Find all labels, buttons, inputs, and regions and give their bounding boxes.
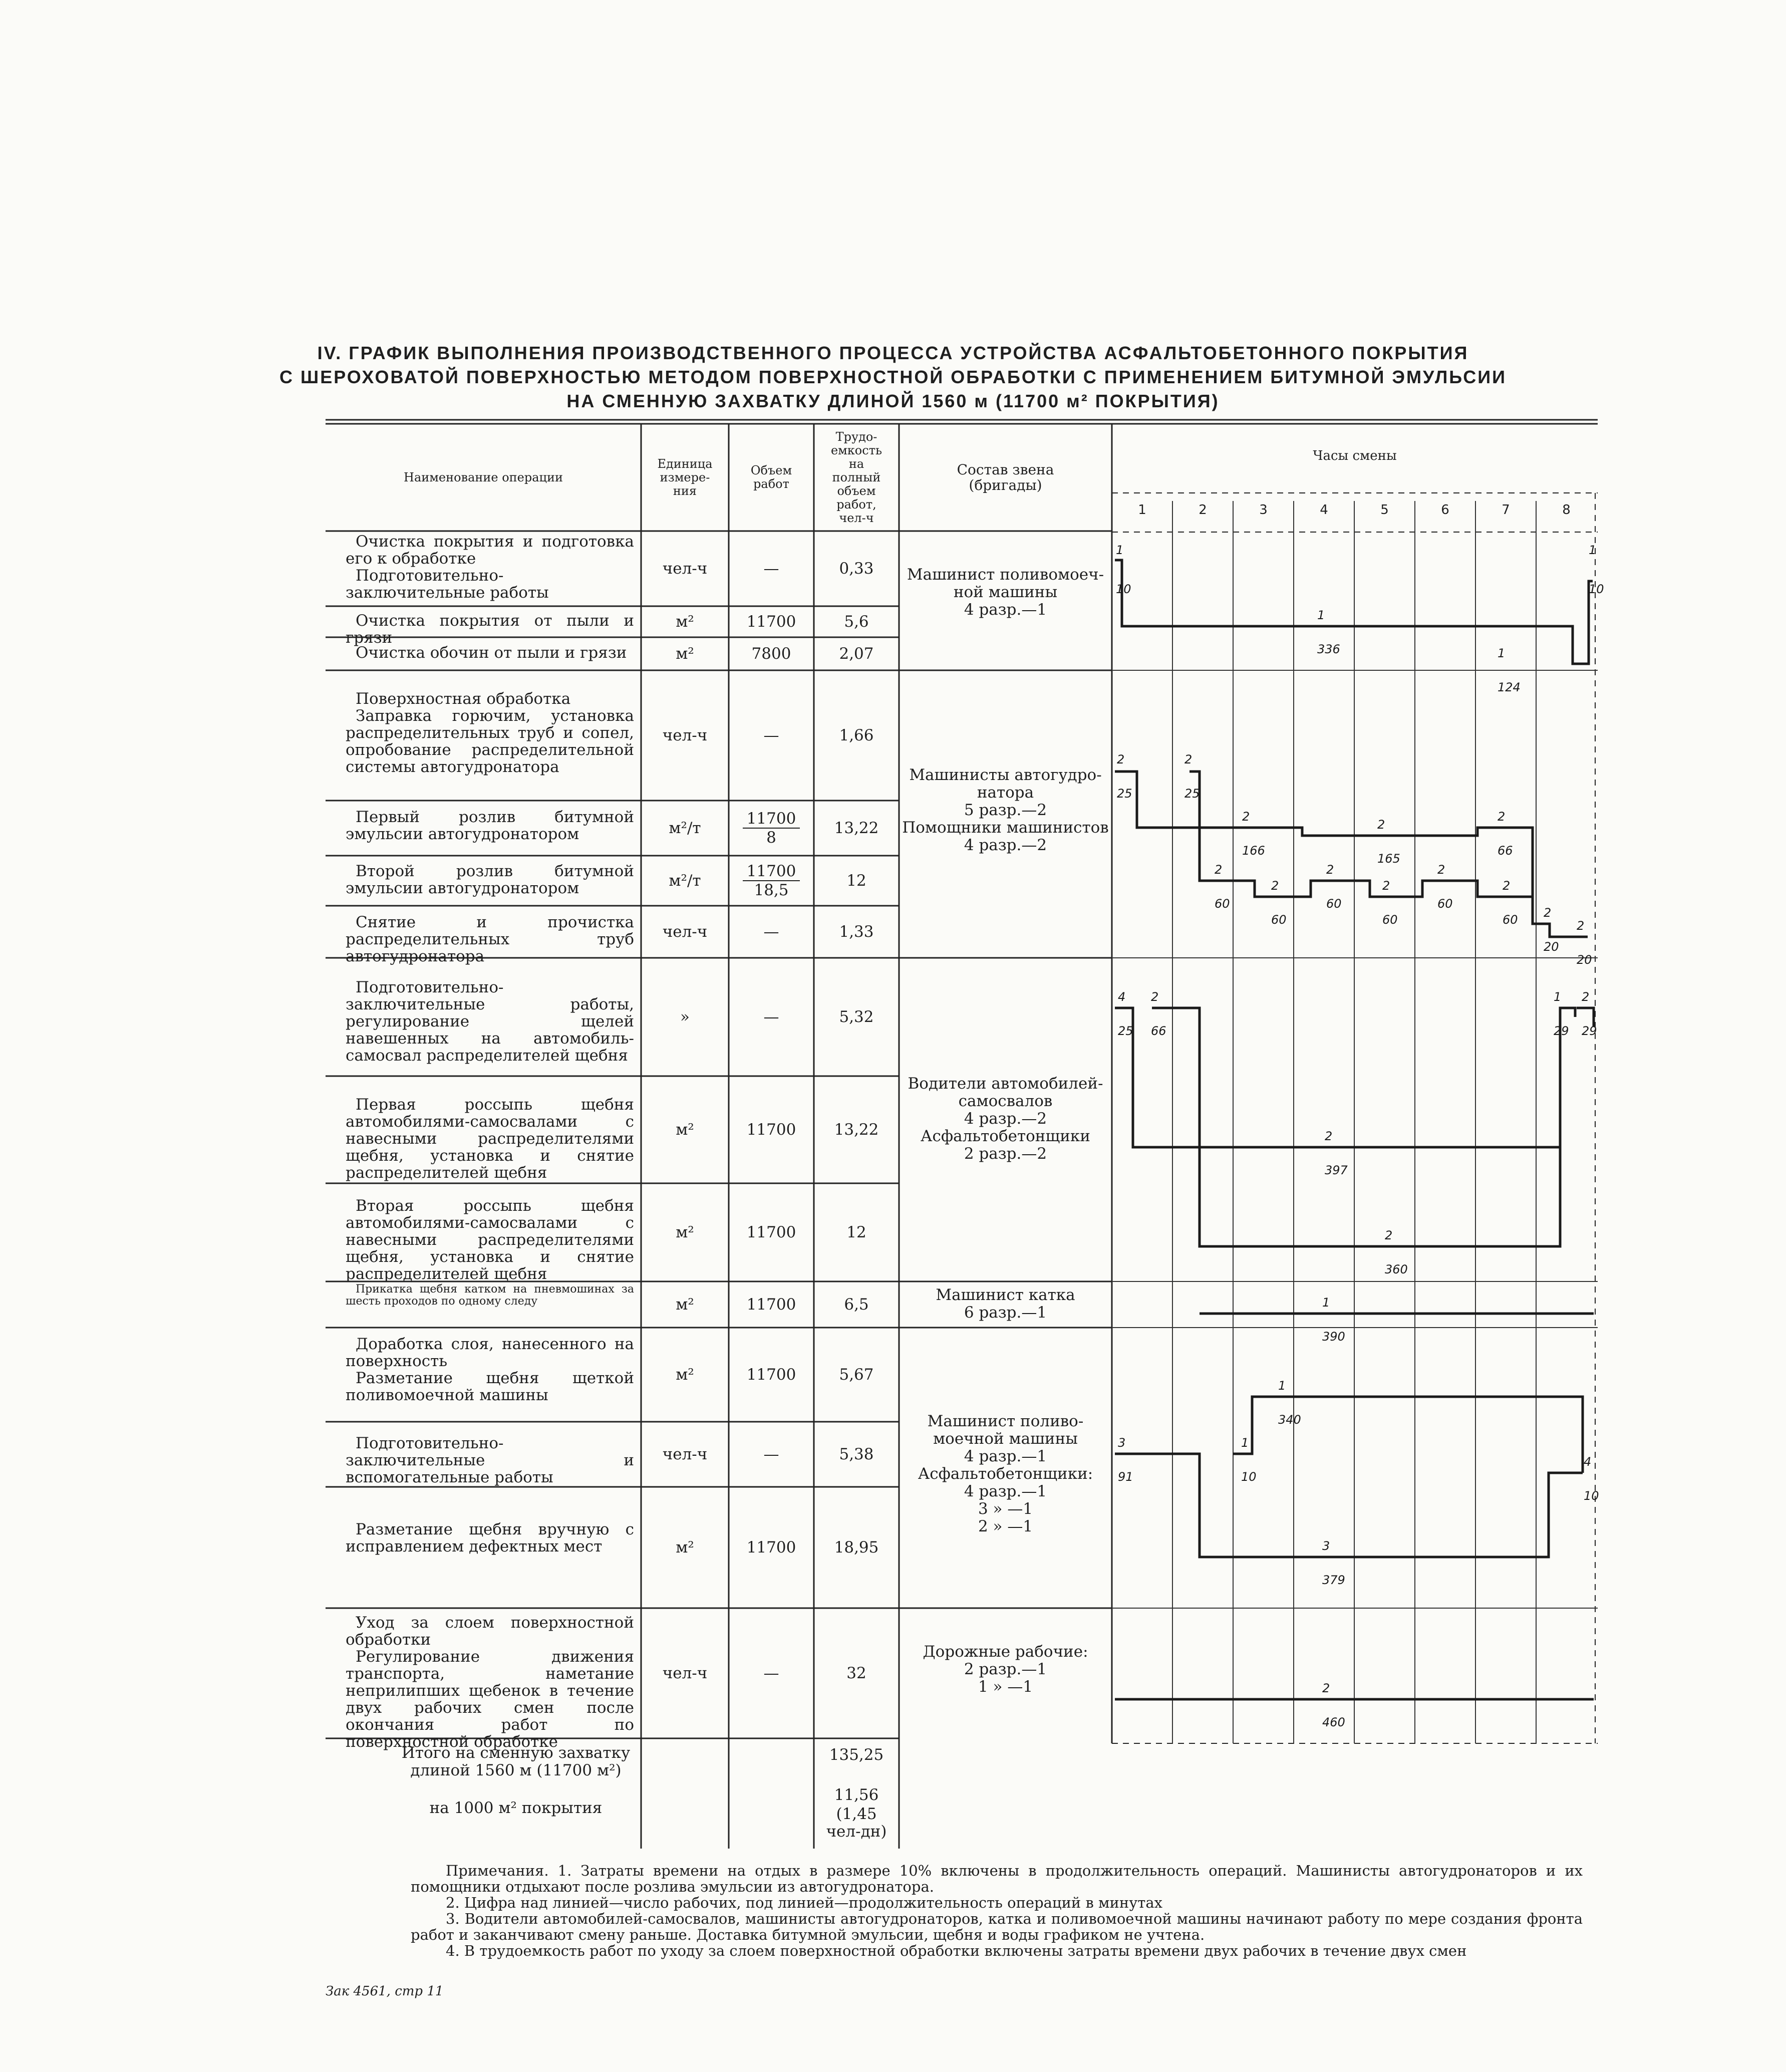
gantt-duration-label: 60 xyxy=(1271,913,1287,927)
labor-row-4: 1,66 xyxy=(839,726,874,744)
gantt-duration-label: 25 xyxy=(1184,787,1200,801)
op-row-6: Второй розлив битумной эмульсии автогудронатором xyxy=(346,862,634,897)
hour-number-4: 4 xyxy=(1320,502,1328,517)
total-label-1: Итого на сменную захватку длиной 1560 м (11700 м²) xyxy=(401,1744,631,1779)
gantt-duration-label: 25 xyxy=(1118,1024,1133,1038)
volume-row-14: 11700 xyxy=(746,1538,796,1557)
header-volume: Объем работ xyxy=(750,463,792,491)
gantt-duration-label: 25 xyxy=(1117,787,1132,801)
gantt-step-line-1 xyxy=(1115,560,1593,664)
header-operation: Наименование операции xyxy=(404,470,563,484)
gantt-duration-label: 29 xyxy=(1582,1024,1597,1038)
gantt-workers-label: 4 xyxy=(1584,1455,1592,1469)
title-line-3: НА СМЕННУЮ ЗАХВАТКУ ДЛИНОЙ 1560 м (11700 м² ПОКРЫТИЯ) xyxy=(566,391,1220,411)
gantt-duration-label: 340 xyxy=(1278,1413,1301,1427)
gantt-duration-label: 10 xyxy=(1589,582,1604,596)
unit-row-12: м² xyxy=(676,1366,694,1384)
gantt-workers-label: 2 xyxy=(1544,906,1552,920)
title-line-1: IV. ГРАФИК ВЫПОЛНЕНИЯ ПРОИЗВОДСТВЕННОГО ПРОЦЕССА УСТРОЙСТВА АСФАЛЬТОБЕТОННОГО ПОКРЫТИЯ xyxy=(317,343,1469,363)
title-line-2: С ШЕРОХОВАТОЙ ПОВЕРХНОСТЬЮ МЕТОДОМ ПОВЕРХНОСТНОЙ ОБРАБОТКИ С ПРИМЕНЕНИЕМ БИТУМНОЙ ЭМУЛЬСИИ xyxy=(279,367,1507,387)
gantt-duration-label: 60 xyxy=(1215,897,1230,911)
volume-row-11: 11700 xyxy=(746,1296,796,1314)
op-row-8: Подготовительно-заключительные работы, регулирование щелей навешенных на автомобиль-самосвал распределителей щебня xyxy=(346,978,634,1065)
hour-number-8: 8 xyxy=(1562,502,1571,517)
op-row-15: Уход за слоем поверхностной обработки Регулирование движения транспорта, наметание неприлипших щебенок в течение двух рабочих смен после окончания работ по поверхностной обработке xyxy=(346,1614,634,1751)
hour-number-6: 6 xyxy=(1441,502,1449,517)
gantt-workers-label: 2 xyxy=(1325,1129,1333,1143)
gantt-workers-label: 1 xyxy=(1317,608,1325,622)
gantt-duration-label: 124 xyxy=(1498,680,1521,694)
volume-row-5: $\frac{11700}{8}$ xyxy=(729,801,814,856)
gantt-step-line-6 xyxy=(1152,1008,1560,1246)
labor-row-14: 18,95 xyxy=(834,1538,879,1557)
hour-number-5: 5 xyxy=(1380,502,1389,517)
op-row-14: Разметание щебня вручную с исправлением дефектных мест xyxy=(346,1520,634,1556)
gantt-workers-label: 1 xyxy=(1278,1379,1286,1393)
gantt-duration-label: 60 xyxy=(1437,897,1453,911)
crew-4: Машинист катка 6 разр.—1 xyxy=(936,1286,1075,1322)
unit-row-11: м² xyxy=(676,1296,694,1314)
gantt-workers-label: 1 xyxy=(1116,543,1124,557)
volume-row-7: — xyxy=(763,923,779,941)
gantt-duration-label: 10 xyxy=(1241,1470,1257,1484)
volume-row-2: 11700 xyxy=(746,613,796,631)
gantt-workers-label: 2 xyxy=(1503,879,1511,893)
gantt-workers-label: 2 xyxy=(1582,990,1590,1004)
gantt-workers-label: 2 xyxy=(1382,879,1390,893)
gantt-duration-label: 390 xyxy=(1322,1330,1345,1344)
volume-row-4: — xyxy=(763,726,779,744)
volume-row-12: 11700 xyxy=(746,1366,796,1384)
labor-row-9: 13,22 xyxy=(834,1121,879,1139)
op-row-3: Очистка обочин от пыли и грязи xyxy=(356,644,627,662)
gantt-workers-label: 2 xyxy=(1271,879,1279,893)
labor-row-6: 12 xyxy=(846,872,866,890)
labor-row-11: 6,5 xyxy=(844,1296,869,1314)
volume-row-9: 11700 xyxy=(746,1121,796,1139)
total-value-1: 135,25 xyxy=(829,1746,884,1764)
gantt-workers-label: 2 xyxy=(1184,752,1193,766)
unit-row-1: чел-ч xyxy=(662,560,708,578)
gantt-workers-label: 1 xyxy=(1241,1436,1249,1450)
gantt-workers-label: 3 xyxy=(1118,1436,1126,1450)
gantt-duration-label: 397 xyxy=(1325,1163,1348,1177)
op-row-2: Очистка покрытия от пыли и грязи xyxy=(346,612,634,647)
gantt-duration-label: 336 xyxy=(1317,642,1340,656)
header-unit: Единица измере-ния xyxy=(657,456,713,498)
gantt-workers-label: 2 xyxy=(1437,863,1445,877)
note-2: 2. Цифра над линией—число рабочих, под линией—продолжительность операций в минутах xyxy=(446,1894,1162,1911)
gantt-workers-label: 2 xyxy=(1385,1228,1393,1242)
note-1: Примечания. 1. Затраты времени на отдых в размере 10% включены в продолжительность операций. Машинисты автогудронаторов и их помощники отдыхают после розлива эмульсии из автогудронатора. xyxy=(411,1862,1583,1895)
gantt-workers-label: 4 xyxy=(1118,990,1126,1004)
volume-row-1: — xyxy=(763,560,779,578)
gantt-workers-label: 1 xyxy=(1498,646,1506,660)
labor-row-1: 0,33 xyxy=(839,560,874,578)
note-3: 3. Водители автомобилей-самосвалов, машинисты автогудронаторов, катка и поливомоечной машины начинают работу по мере создания фронта работ и заканчивают смену раньше. Доставка битумной эмульсии, щебня и воды графиком не учтена. xyxy=(411,1910,1583,1943)
unit-row-8: » xyxy=(680,1008,690,1026)
volume-row-3: 7800 xyxy=(751,645,791,663)
gantt-workers-label: 2 xyxy=(1215,863,1223,877)
gantt-workers-label: 2 xyxy=(1326,863,1334,877)
op-row-4: Поверхностная обработка Заправка горючим, установка распределительных труб и сопел, опробование распределительной системы автогудронатора xyxy=(346,690,634,776)
gantt-workers-label: 2 xyxy=(1377,818,1385,832)
gantt-duration-label: 60 xyxy=(1326,897,1342,911)
op-row-5: Первый розлив битумной эмульсии автогудронатором xyxy=(346,808,634,843)
gantt-duration-label: 66 xyxy=(1151,1024,1166,1038)
labor-row-13: 5,38 xyxy=(839,1445,874,1463)
crew-2: Машинисты автогудро- натора 5 разр.—2 Помощники машинистов 4 разр.—2 xyxy=(902,766,1109,854)
unit-row-7: чел-ч xyxy=(662,923,708,941)
unit-row-2: м² xyxy=(676,613,694,631)
labor-row-5: 13,22 xyxy=(834,819,879,837)
gantt-step-line-5 xyxy=(1115,1008,1575,1147)
volume-row-6: $\frac{11700}{18,5}$ xyxy=(729,856,814,906)
gantt-step-line-9 xyxy=(1115,1454,1583,1557)
labor-row-8: 5,32 xyxy=(839,1008,874,1026)
labor-row-7: 1,33 xyxy=(839,923,874,941)
volume-row-15: — xyxy=(763,1664,779,1682)
volume-row-10: 11700 xyxy=(746,1223,796,1241)
total-label-2: на 1000 м² покрытия xyxy=(429,1799,603,1817)
gantt-workers-label: 2 xyxy=(1242,810,1250,824)
gantt-duration-label: 165 xyxy=(1377,852,1400,866)
crew-5: Машинист поливо- моечной машины 4 разр.—1 Асфальтобетонщики: 4 разр.—1 3 » —1 2 » —1 xyxy=(918,1412,1093,1535)
op-row-7: Снятие и прочистка распределительных труб автогудронатора xyxy=(346,913,634,965)
labor-row-3: 2,07 xyxy=(839,645,874,663)
header-crew: Состав звена (бригады) xyxy=(957,461,1054,493)
notes xyxy=(411,1863,1583,1959)
labor-row-12: 5,67 xyxy=(839,1366,874,1384)
total-value-2b: (1,45 чел-дн) xyxy=(826,1805,887,1841)
gantt-workers-label: 3 xyxy=(1322,1539,1330,1553)
gantt-duration-label: 20 xyxy=(1544,940,1559,954)
crew-3: Водители автомобилей- самосвалов 4 разр.—2 Асфальтобетонщики 2 разр.—2 xyxy=(908,1075,1103,1163)
unit-row-4: чел-ч xyxy=(662,726,708,744)
unit-row-9: м² xyxy=(676,1121,694,1139)
unit-row-10: м² xyxy=(676,1223,694,1241)
header-hours: Часы смены xyxy=(1313,448,1397,463)
op-row-13: Подготовительно-заключительные и вспомогательные работы xyxy=(346,1434,634,1486)
gantt-duration-label: 379 xyxy=(1322,1573,1345,1587)
gantt-duration-label: 460 xyxy=(1322,1715,1345,1729)
gantt-duration-label: 166 xyxy=(1242,844,1265,858)
labor-row-15: 32 xyxy=(846,1664,866,1682)
unit-row-13: чел-ч xyxy=(662,1445,708,1463)
op-row-9: Первая россыпь щебня автомобилями-самосвалами с навесными распределителями щебня, установка и снятие распределителей щебня xyxy=(346,1096,634,1182)
gantt-duration-label: 66 xyxy=(1498,844,1513,858)
gantt-step-line-10 xyxy=(1233,1397,1583,1473)
unit-row-5: м²/т xyxy=(669,819,701,837)
gantt-workers-label: 1 xyxy=(1589,543,1597,557)
op-row-12: Доработка слоя, нанесенного на поверхность Разметание щебня щеткой поливомоечной машины xyxy=(346,1335,634,1404)
gantt-duration-label: 91 xyxy=(1118,1470,1133,1484)
gantt-duration-label: 29 xyxy=(1554,1024,1569,1038)
op-row-1: Очистка покрытия и подготовка его к обработке Подготовительно-заключительные работы xyxy=(346,533,634,602)
unit-row-15: чел-ч xyxy=(662,1664,708,1682)
volume-row-13: — xyxy=(763,1445,779,1463)
labor-row-2: 5,6 xyxy=(844,613,869,631)
gantt-duration-label: 10 xyxy=(1584,1489,1599,1503)
hour-number-3: 3 xyxy=(1259,502,1268,517)
unit-row-6: м²/т xyxy=(669,872,701,890)
hour-number-2: 2 xyxy=(1199,502,1207,517)
op-row-11: Прикатка щебня катком на пневмошинах за шесть проходов по одному следу xyxy=(346,1283,634,1308)
gantt-workers-label: 2 xyxy=(1322,1681,1330,1695)
note-4: 4. В трудоемкость работ по уходу за слоем поверхностной обработки включены затраты времени двух рабочих в течение двух смен xyxy=(446,1942,1467,1959)
gantt-workers-label: 2 xyxy=(1117,752,1125,766)
total-value-2: 11,56 xyxy=(834,1786,879,1804)
gantt-workers-label: 2 xyxy=(1498,810,1506,824)
labor-row-10: 12 xyxy=(846,1223,866,1241)
op-row-10: Вторая россыпь щебня автомобилями-самосвалами с навесными распределителями щебня, установка и снятие распределителей щебня xyxy=(346,1197,634,1283)
gantt-duration-label: 60 xyxy=(1503,913,1518,927)
crew-1: Машинист поливомоеч- ной машины 4 разр.—1 xyxy=(907,566,1104,619)
unit-row-3: м² xyxy=(676,645,694,663)
gantt-duration-label: 60 xyxy=(1382,913,1398,927)
volume-row-8: — xyxy=(763,1008,779,1026)
header-labor: Трудо-емкость на полный объем работ, чел-ч xyxy=(830,429,882,525)
hour-number-1: 1 xyxy=(1138,502,1146,517)
gantt-duration-label: 10 xyxy=(1116,582,1131,596)
gantt-workers-label: 2 xyxy=(1151,990,1159,1004)
hour-number-7: 7 xyxy=(1502,502,1510,517)
footer-print-code: Зак 4561, стр 11 xyxy=(326,1984,444,1999)
gantt-duration-label: 360 xyxy=(1385,1262,1408,1276)
gantt-workers-label: 1 xyxy=(1322,1296,1330,1310)
gantt-workers-label: 2 xyxy=(1577,919,1585,933)
gantt-workers-label: 1 xyxy=(1554,990,1562,1004)
gantt-duration-label: 20 xyxy=(1577,953,1592,967)
unit-row-14: м² xyxy=(676,1538,694,1557)
crew-6: Дорожные рабочие: 2 разр.—1 1 » —1 xyxy=(923,1643,1088,1696)
